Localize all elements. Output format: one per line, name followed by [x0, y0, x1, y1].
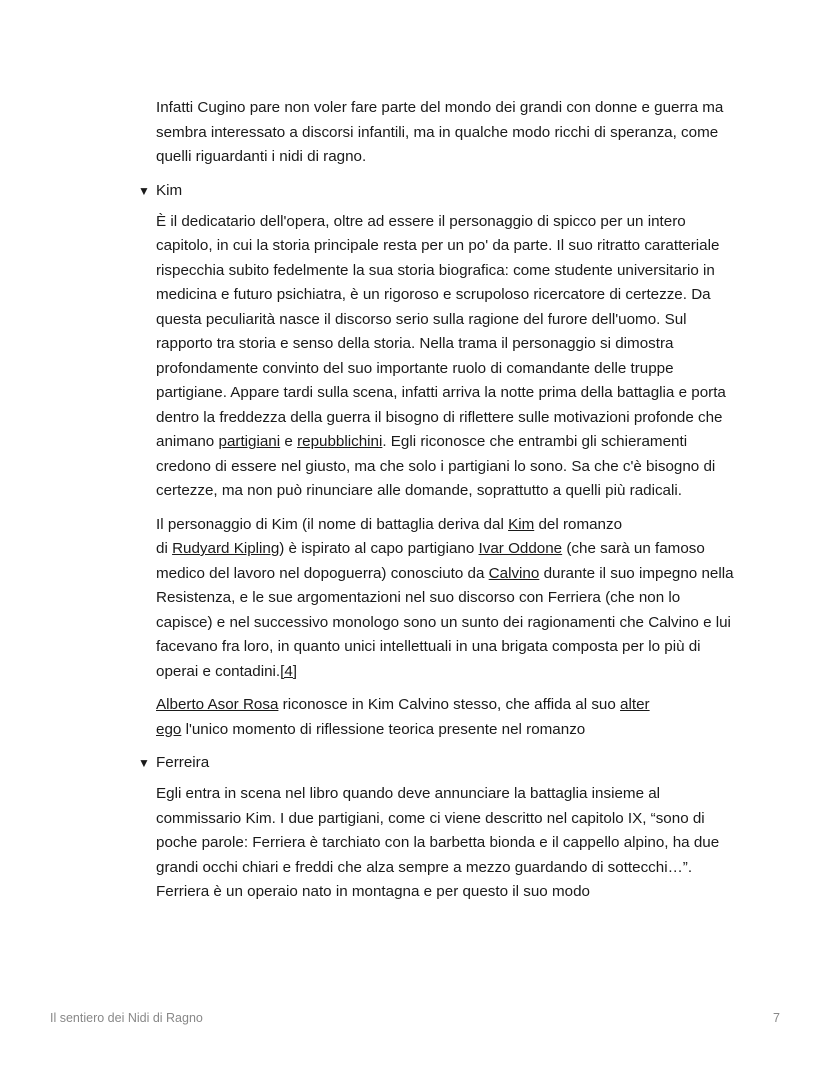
text-run: riconosce in Kim Calvino stesso, che affida al suo — [282, 696, 616, 713]
text-run: ) è ispirato al capo partigiano — [279, 540, 475, 557]
link-rudyard-kipling[interactable]: Rudyard Kipling — [172, 540, 280, 557]
document-body — [138, 96, 736, 905]
collapse-triangle-icon[interactable]: ▼ — [138, 756, 150, 770]
text-run: del romanzo — [538, 515, 623, 533]
footnote-link[interactable]: [4] — [280, 662, 298, 680]
intro-paragraph: Infatti Cugino pare non voler fare parte del mondo dei grandi con donne e guerra ma sembra interessato a discorsi infantili, ma in qualche modo ricchi di speranza, come quelli riguardanti i nidi di ragno. — [156, 99, 724, 165]
text-run: l'unico momento di riflessione teorica presente nel romanzo — [185, 720, 586, 738]
link-ivar-oddone[interactable]: Ivar Oddone — [478, 540, 563, 557]
kim-paragraph-3 — [156, 693, 736, 742]
text-run: animano — [156, 433, 215, 450]
footer-page-number: 7 — [773, 1011, 780, 1025]
section-heading-kim[interactable] — [138, 180, 736, 202]
text-run: durante il suo impegno nella Resistenza, e le sue argomentazioni nel suo discorso con Ferriera (che non lo capisce) e nel successivo monologo sono un sunto dei ragionamenti che Calvino e lui facevano fra loro, in quanto unici intellettuali in una brigata composta per lo più di operai e contadini. — [156, 564, 734, 680]
text-run: Il personaggio di Kim (il nome di battaglia deriva dal — [156, 515, 504, 533]
text-run: e — [284, 433, 293, 450]
text-run: . Egli riconosce che entrambi gli schieramenti credono di essere nel giusto, ma che solo i partigiani lo sono. Sa che c'è bisogno di certezze, ma non può rinunciare alle domande, soprattutto a quelli più radicali. — [156, 433, 716, 499]
link-alberto-asor-rosa[interactable]: Alberto Asor Rosa — [156, 696, 279, 713]
section-heading-ferreira[interactable] — [138, 752, 736, 774]
link-alter-ego-cont[interactable]: ego — [156, 720, 182, 738]
text-run: È il dedicatario dell'opera, oltre ad essere il personaggio di spicco per un intero capitolo, in cui la storia principale resta per un po' da parte. Il suo ritratto caratteriale rispecchia subito fedelmente la sua storia biografica: come studente universitario in medicina e futuro psichiatra, è un rigoroso e scrupoloso ricercatore di certezze. Da questa peculiarità nasce il discorso serio sulla ragione del furore dell'uomo. Sul rapporto tra storia e senso della storia. Nella trama il personaggio si dimostra profondamente convinto del suo importante ruolo di comandante delle truppe partigiane. Appare tardi sulla scena, infatti arriva la notte prima della battaglia e porta dentro la freddezza della guerra il bisogno di riflettere sulle motivazioni profonde che — [156, 212, 726, 426]
text-run: (che sarà un famoso medico del lavoro nel dopoguerra) conosciuto da — [156, 540, 705, 582]
collapse-triangle-icon[interactable]: ▼ — [138, 183, 150, 198]
text-run: di — [156, 540, 168, 557]
link-alter-ego[interactable]: alter — [620, 696, 650, 713]
kim-paragraph-2 — [156, 513, 736, 685]
link-calvino[interactable]: Calvino — [488, 564, 540, 582]
kim-paragraph-1 — [156, 210, 736, 504]
footer-document-title: Il sentiero dei Nidi di Ragno — [50, 1011, 203, 1025]
link-partigiani[interactable]: partigiani — [218, 433, 281, 450]
ferreira-paragraph-1: Egli entra in scena nel libro quando deve annunciare la battaglia insieme al commissario Kim. I due partigiani, come ci viene descritto nel capitolo IX, “sono di poche parole: Ferriera è tarchiato con la barbetta bionda e il cappello alpino, ha due grandi occhi chiari e freddi che alza sempre a mezzo guardando di sottecchi…”. Ferriera è un operaio nato in montagna e per questo il suo modo — [156, 785, 720, 900]
link-kim-novel[interactable]: Kim — [508, 515, 535, 533]
section-heading-label: Ferreira — [156, 754, 210, 771]
link-repubblichini[interactable]: repubblichini — [297, 433, 383, 450]
section-heading-label: Kim — [156, 181, 183, 199]
